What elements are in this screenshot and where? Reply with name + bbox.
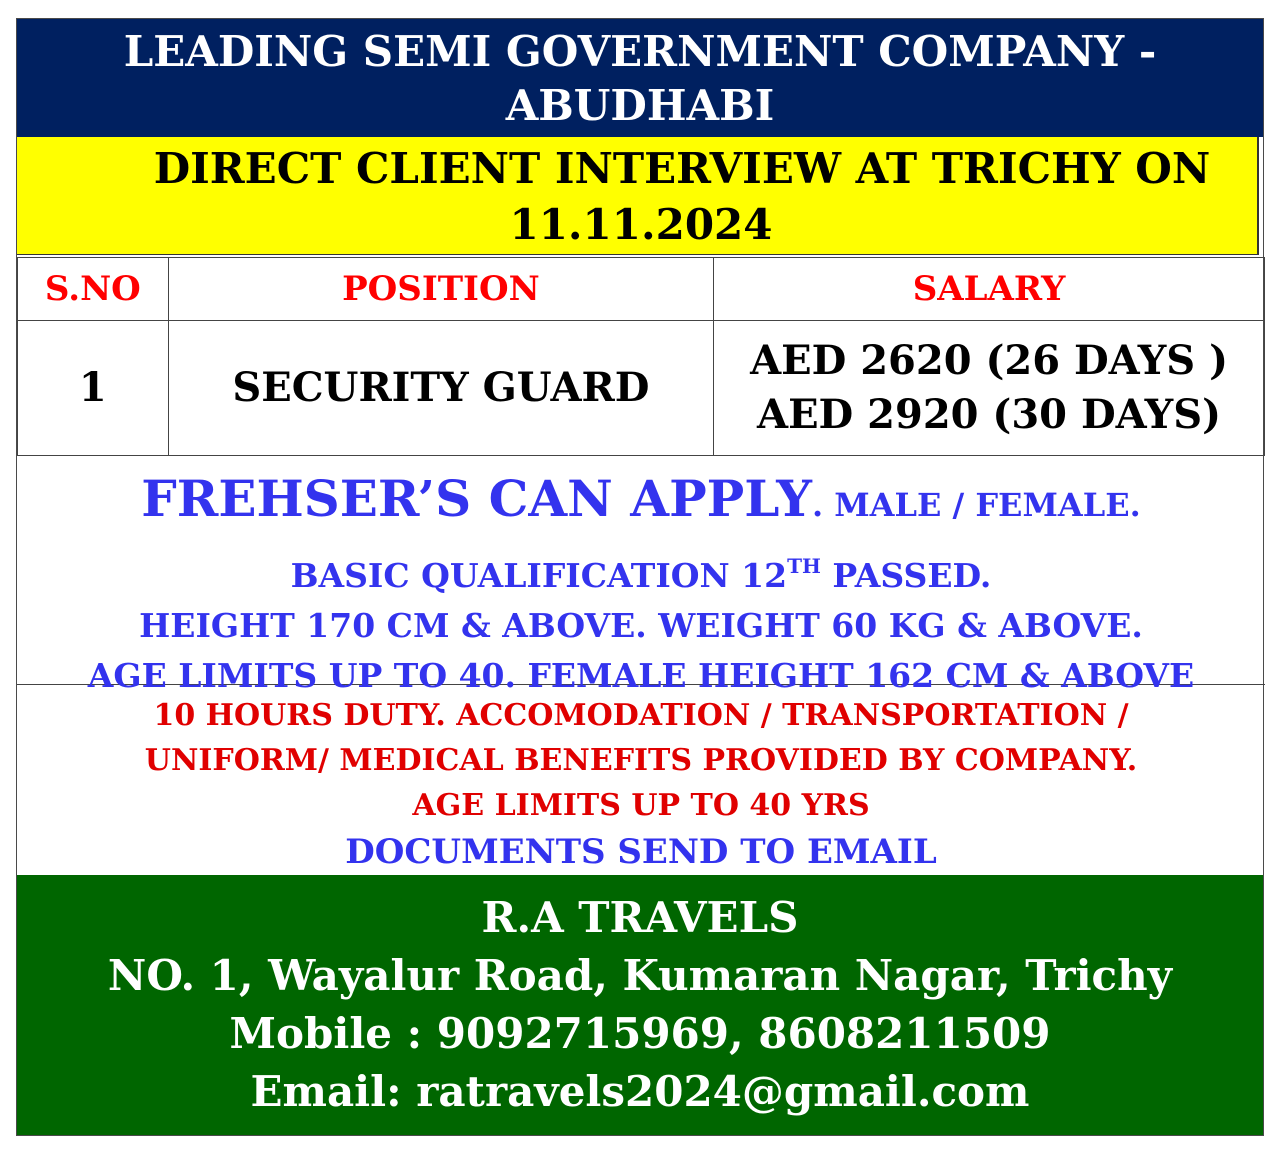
agency-email: Email: ratravels2024@gmail.com (250, 1067, 1030, 1116)
table-row (18, 321, 1265, 456)
requirements-section (17, 453, 1265, 695)
salary-30-days: AED 2920 (30 DAYS) (757, 391, 1222, 438)
qualification-line (17, 541, 1265, 601)
benefits-line2: UNIFORM/ MEDICAL BENEFITS PROVIDED BY COMPANY. (144, 743, 1138, 778)
header-salary: SALARY (714, 258, 1265, 321)
interview-date: 11.11.2024 (509, 200, 773, 249)
job-poster (16, 18, 1264, 1136)
benefits-line1: 10 HOURS DUTY. ACCOMODATION / TRANSPORTATION / (153, 698, 1129, 733)
interview-banner-line1: DIRECT CLIENT INTERVIEW AT TRICHY ON (153, 144, 1211, 193)
cell-position: SECURITY GUARD (168, 321, 713, 456)
qualification-text: BASIC QUALIFICATION 12 (290, 556, 788, 595)
cell-sno: 1 (18, 321, 169, 456)
age-female-line: AGE LIMITS UP TO 40. FEMALE HEIGHT 162 CM & ABOVE (87, 656, 1195, 695)
positions-table (17, 257, 1265, 456)
agency-address: NO. 1, Wayalur Road, Kumaran Nagar, Trichy (107, 951, 1173, 1000)
company-header-line1: LEADING SEMI GOVERNMENT COMPANY - (123, 27, 1157, 76)
company-header-line2: ABUDHABI (505, 81, 775, 130)
table-header-row (18, 258, 1265, 321)
contact-footer (17, 875, 1263, 1135)
interview-banner (17, 137, 1259, 255)
requirements-headline (17, 469, 1265, 541)
gender-note: . MALE / FEMALE. (811, 486, 1141, 524)
documents-line: DOCUMENTS SEND TO EMAIL (345, 832, 937, 872)
header-sno: S.NO (18, 258, 169, 321)
salary-26-days: AED 2620 (26 DAYS ) (750, 337, 1228, 384)
height-weight-line: HEIGHT 170 CM & ABOVE. WEIGHT 60 KG & ABOVE. (139, 606, 1143, 645)
header-position: POSITION (168, 258, 713, 321)
cell-salary (714, 321, 1265, 456)
qualification-passed: PASSED. (820, 556, 992, 595)
freshers-can-apply: FREHSER’S CAN APPLY (141, 469, 812, 528)
benefits-section (17, 685, 1265, 875)
agency-name: R.A TRAVELS (481, 893, 799, 942)
company-header (17, 19, 1263, 137)
benefits-line3: AGE LIMITS UP TO 40 YRS (412, 788, 870, 823)
qualification-superscript: TH (787, 554, 821, 578)
agency-mobile: Mobile : 9092715969, 8608211509 (229, 1009, 1051, 1058)
